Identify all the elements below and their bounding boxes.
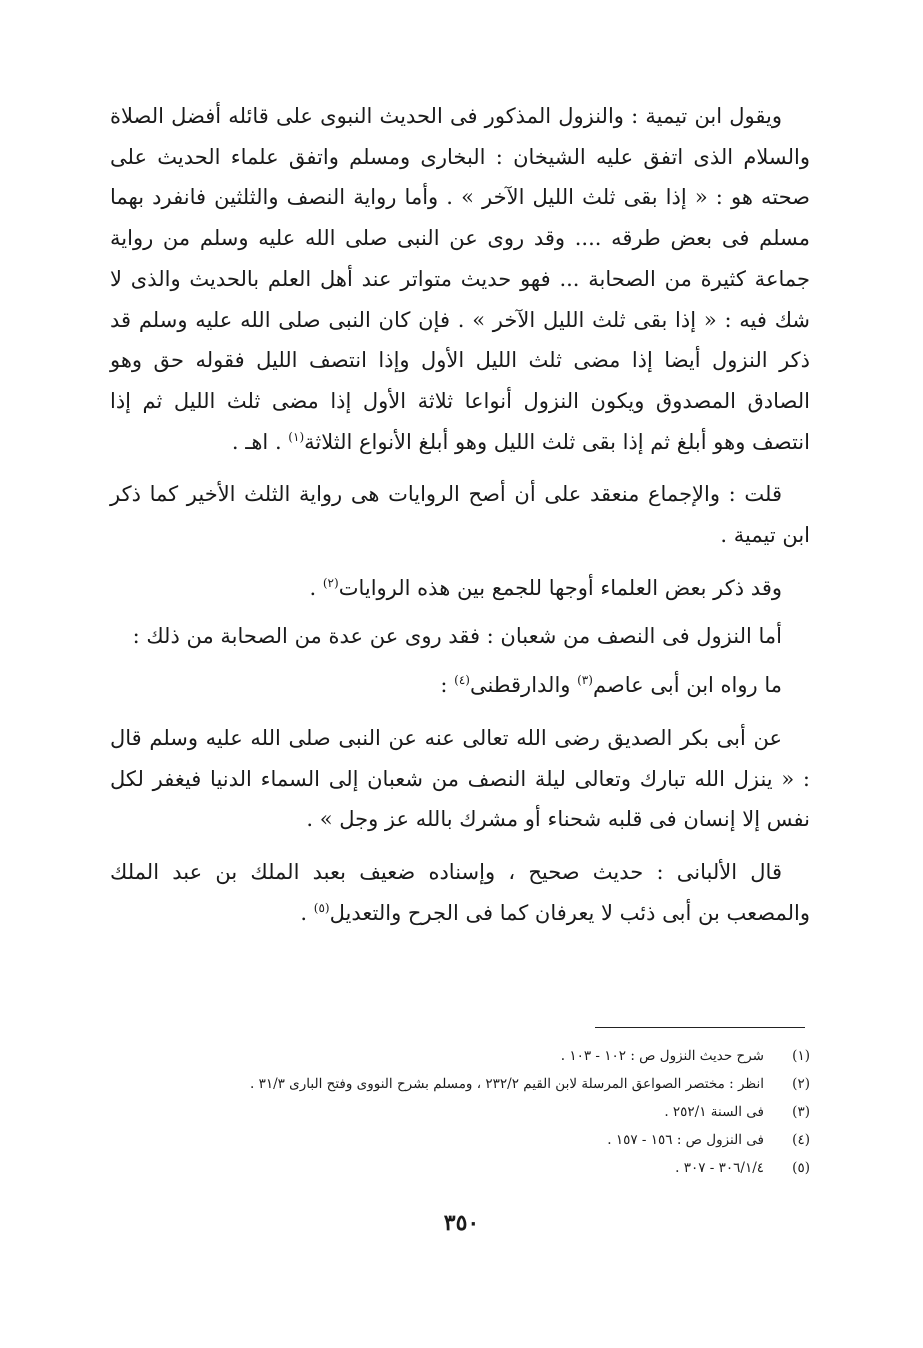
paragraph-albani: [110, 852, 810, 933]
footnote-ref: (٣): [577, 673, 593, 688]
footnote-text: انظر : مختصر الصواعق المرسلة لابن القيم ٢٣٢/٢ ، ومسلم بشرح النووى وفتح البارى ٣١/٣ .: [249, 1076, 764, 1092]
paragraph-mid: والدارقطنى: [469, 673, 578, 698]
footnote-ref: (٢): [322, 575, 339, 590]
paragraph-text: ويقول ابن تيمية : والنزول المذكور فى الحديث النبوى على قائله أفضل الصلاة والسلام الذى اتفق عليه الشيخان : البخارى ومسلم واتفق علماء الحديث على صحته هو : « إذا بقى ثلث الليل الآخر » . وأما رواية النصف والثلثين فانفرد بهما مسلم فى بعض طرقه .... وقد روى عن النبى صلى الله عليه وسلم من رواية جماعة كثيرة من الصحابة ... فهو حديث متواتر عند أهل العلم بالحديث والذى لا شك فيه : « إذا بقى ثلث الليل الآخر » . فإن كان النبى صلى الله عليه وسلم قد ذكر النزول أيضا إذا مضى ثلث الليل الأول وإذا انتصف الليل فقوله حق وهو الصادق المصدوق ويكون النزول أنواعا ثلاثة الأول إذا مضى ثلث الليل ثم إذا انتصف وهو أبلغ ثم إذا بقى ثلث الليل وهو أبلغ الأنواع الثلاثة: [110, 104, 810, 454]
footnote-divider: [595, 1027, 805, 1028]
footnote-text: فى السنة ٢٥٢/١ .: [664, 1104, 764, 1120]
page-number: ٣٥٠: [443, 1210, 480, 1236]
paragraph-text: ما رواه ابن أبى عاصم: [592, 673, 782, 698]
paragraph-reconciliation: [110, 568, 810, 609]
paragraph-hadith-text: عن أبى بكر الصديق رضى الله تعالى عنه عن النبى صلى الله عليه وسلم قال : « ينزل الله تبارك وتعالى ليلة النصف من شعبان إلى السماء الدنيا فيغفر لكل نفس إلا إنسان فى قلبه شحناء أو مشرك بالله عز وجل » .: [110, 725, 810, 832]
paragraph-tail: . اهـ .: [231, 429, 289, 454]
footnote: [110, 1098, 810, 1126]
footnote-text: ٣٠٦/١/٤ - ٣٠٧ .: [675, 1160, 764, 1176]
footnote-text: فى النزول ص : ١٥٦ - ١٥٧ .: [607, 1132, 764, 1148]
paragraph-text: قال الألبانى : حديث صحيح ، وإسناده ضعيف بعبد الملك بن عبد الملك والمصعب بن أبى ذئب لا يعرفان كما فى الجرح والتعديل: [110, 859, 810, 925]
paragraph-tail: :: [440, 673, 455, 698]
main-text: [110, 96, 810, 945]
footnote: [110, 1070, 810, 1098]
paragraph-consensus: قلت : والإجماع منعقد على أن أصح الروايات هى رواية الثلث الأخير كما ذكر ابن تيمية .: [110, 482, 810, 548]
footnote: [110, 1154, 810, 1182]
footnote-ref: (١): [288, 429, 305, 444]
paragraph-narrators: [110, 665, 810, 706]
footnote-ref: (٥): [313, 900, 330, 915]
footnote-number: (٥): [792, 1160, 810, 1176]
footnote-number: (٤): [792, 1132, 810, 1148]
footnotes: [110, 1042, 810, 1182]
footnote-text: شرح حديث النزول ص : ١٠٢ - ١٠٣ .: [560, 1048, 764, 1064]
paragraph-text: وقد ذكر بعض العلماء أوجها للجمع بين هذه الروايات: [338, 575, 782, 600]
paragraph-tail: .: [300, 900, 314, 925]
footnote-number: (١): [792, 1048, 810, 1064]
footnote: [110, 1126, 810, 1154]
footnote: [110, 1042, 810, 1070]
paragraph-shaban: أما النزول فى النصف من شعبان : فقد روى عن عدة من الصحابة من ذلك :: [132, 624, 782, 649]
paragraph-tail: .: [309, 575, 323, 600]
footnote-number: (٣): [792, 1104, 810, 1120]
paragraph-ibn-taymiyya: [110, 96, 810, 462]
footnote-ref: (٤): [454, 673, 470, 688]
footnote-number: (٢): [792, 1076, 810, 1092]
